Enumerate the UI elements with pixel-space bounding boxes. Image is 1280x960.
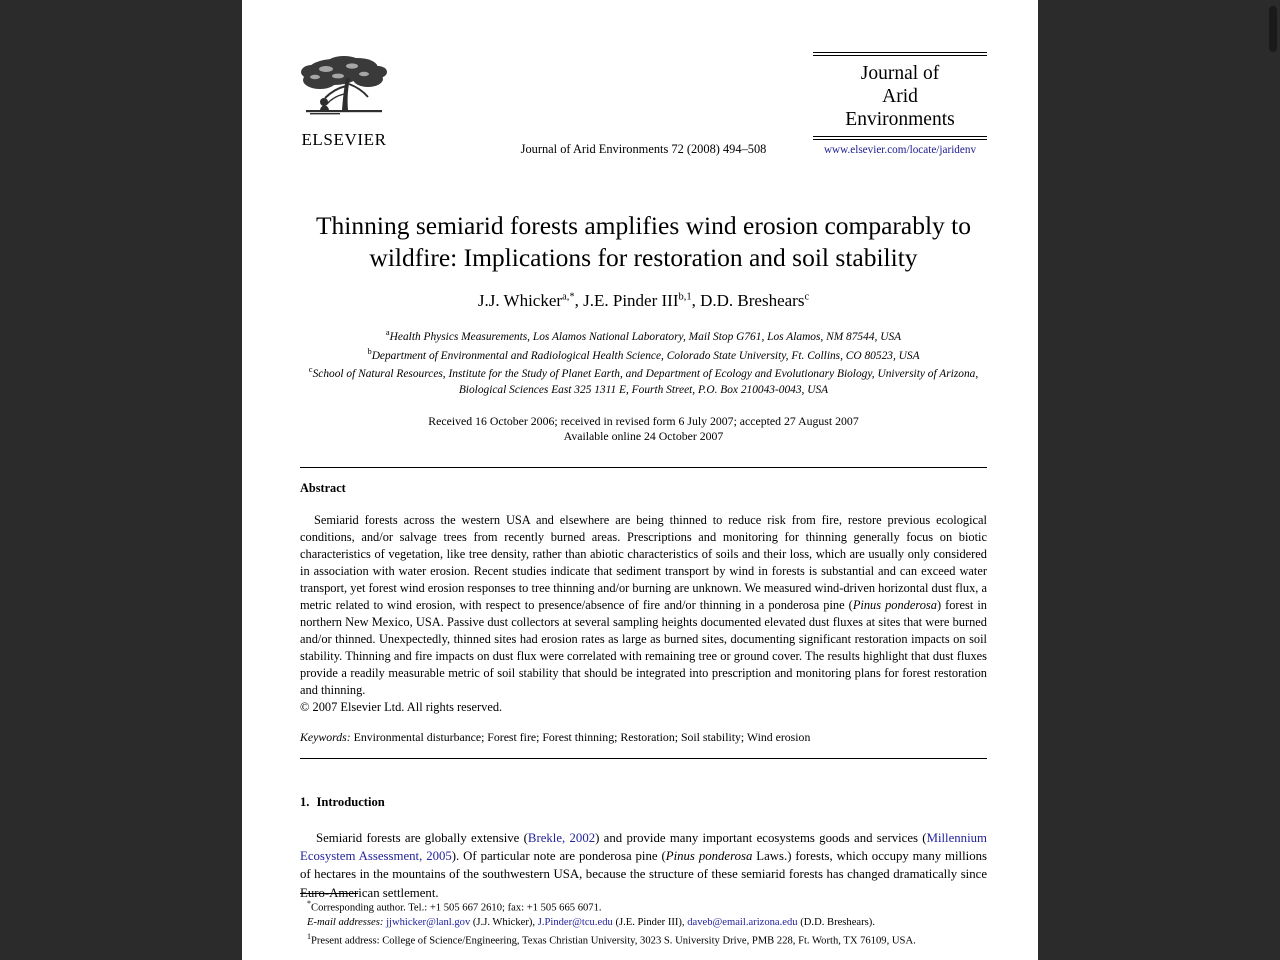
affiliation-marker-c: c bbox=[308, 364, 313, 375]
journal-brand-line-3: Environments bbox=[845, 109, 955, 130]
available-online-line: Available online 24 October 2007 bbox=[563, 429, 724, 444]
elsevier-tree-logo-icon bbox=[300, 52, 388, 130]
journal-brand-block bbox=[813, 52, 987, 156]
keywords-label: Keywords: bbox=[300, 730, 351, 745]
elsevier-wordmark: ELSEVIER bbox=[301, 130, 387, 149]
affiliation-a bbox=[300, 327, 987, 346]
footnote-corresponding-author: *Corresponding author. Tel.: +1 505 667 2610; fax: +1 505 665 6071. bbox=[307, 899, 602, 914]
article-title: Thinning semiarid forests amplifies wind erosion comparably to wildfire: Implications for restoration and soil stability bbox=[315, 211, 972, 272]
journal-homepage-link[interactable]: www.elsevier.com/locate/jaridenv bbox=[823, 144, 977, 156]
keywords-line bbox=[300, 730, 987, 746]
affiliation-list bbox=[300, 327, 987, 398]
author-list: J.J. Whicker$^{a,*}$, J.E. Pinder III$^{b,1}$, D.D. Breshears$^c$ bbox=[477, 291, 810, 311]
affiliation-c bbox=[300, 364, 987, 398]
journal-brand-line-2: Arid bbox=[882, 86, 918, 107]
vertical-scrollbar[interactable] bbox=[1266, 0, 1280, 960]
document-page bbox=[242, 0, 1038, 960]
abstract-bottom-rule bbox=[300, 758, 987, 759]
elsevier-logo bbox=[300, 52, 388, 148]
affiliation-b bbox=[300, 346, 987, 365]
footnote-present-address: $^1$Present address: College of Science/Engineering, Texas Christian University, 3023 S. University Drive, PMB 228, Ft. Worth, TX 76109, USA. bbox=[307, 931, 916, 947]
masthead-rule-top bbox=[813, 52, 987, 56]
footnote-email-addresses[interactable]: E-mail addresses: jjwhicker@lanl.gov (J.J. Whicker), J.Pinder@tcu.edu (J.E. Pinder III), daveb@email.arizona.edu (D.D. Breshears). bbox=[307, 917, 875, 929]
affiliation-marker-b: b bbox=[367, 345, 372, 356]
affiliation-text-a: Health Physics Measurements, Los Alamos National Laboratory, Mail Stop G761, Los Alamos, NM 87544, USA bbox=[389, 331, 902, 344]
section-heading-introduction bbox=[300, 795, 987, 810]
publication-dates bbox=[300, 414, 987, 446]
affiliation-text-b: Department of Environmental and Radiological Health Science, Colorado State University, Ft. Collins, CO 80523, USA bbox=[371, 349, 920, 362]
journal-reference-line: Journal of Arid Environments 72 (2008) 494–508 bbox=[520, 142, 767, 156]
section-number: 1. bbox=[300, 795, 310, 810]
page-content bbox=[300, 0, 987, 902]
footnote-area bbox=[300, 893, 987, 949]
masthead-rule-bottom bbox=[813, 136, 987, 140]
abstract-heading: Abstract bbox=[300, 481, 346, 496]
keywords-values: Environmental disturbance; Forest fire; Forest thinning; Restoration; Soil stability; Wind erosion bbox=[353, 730, 811, 745]
copyright-line: © 2007 Elsevier Ltd. All rights reserved. bbox=[300, 700, 503, 715]
affiliation-text-c: School of Natural Resources, Institute for the Study of Planet Earth, and Department of Ecology and Evolutionary Biology, University of Arizona, Biological Sciences East 325 1311 E, Fourth Street, P.O. Box 210043-0043, USA bbox=[312, 368, 979, 396]
journal-brand-line-1: Journal of bbox=[860, 63, 940, 84]
scrollbar-thumb[interactable] bbox=[1269, 6, 1277, 52]
journal-masthead bbox=[300, 0, 987, 172]
footnote-separator-rule bbox=[300, 893, 358, 894]
abstract-text: Semiarid forests across the western USA and elsewhere are being thinned to reduce risk from fire, restore previous ecological conditions, and/or salvage trees from recently burned areas. Prescriptions and monitoring for thinning generally focus on biotic characteristics of vegetation, like tree density, rather than abiotic characteristics of soils and their loss, which are usually only considered in association with water erosion. Recent studies indicate that sediment transport by wind in forests is substantial and can exceed water transport, yet forest wind erosion responses to tree thinning and/or burning are unknown. We measured wind-driven horizontal dust flux, a metric related to wind erosion, with respect to presence/absence of fire and/or thinning in a ponderosa pine (Pinus ponderosa) forest in northern New Mexico, USA. Passive dust collectors at several sampling heights documented elevated dust fluxes at sites that were burned and/or thinned. Unexpectedly, thinned sites had erosion rates as large as burned sites, documenting significant restoration impacts on soil stability. Thinning and fire impacts on dust flux were correlated with remaining tree or ground cover. The results highlight that dust fluxes provide a readily measurable metric of soil stability that should be integrated into prescription and monitoring plans for forest restoration and thinning. bbox=[300, 513, 987, 698]
received-line: Received 16 October 2006; received in revised form 6 July 2007; accepted 27 August 2007 bbox=[428, 413, 859, 428]
introduction-paragraph-1: Semiarid forests are globally extensive (Brekle, 2002) and provide many important ecosystems goods and services (Millennium Ecosystem Assessment, 2005). Of particular note are ponderosa pine (Pinus ponderosa Laws.) forests, which occupy many millions of hectares in the mountains of the southwestern USA, because the structure of these semiarid forests has changed dramatically since Euro-American settlement. bbox=[300, 831, 987, 900]
abstract-top-rule bbox=[300, 467, 987, 468]
affiliation-marker-a: a bbox=[385, 327, 390, 338]
section-title: Introduction bbox=[316, 795, 385, 810]
